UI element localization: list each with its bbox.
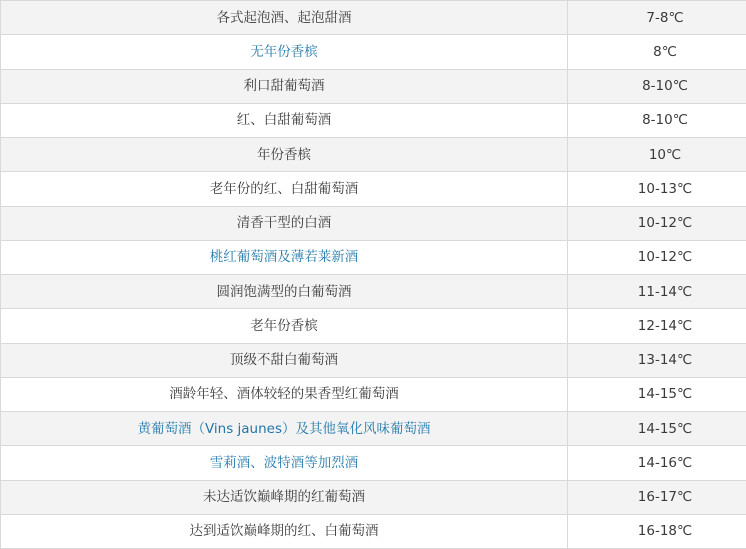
wine-type-label: 老年份香槟 [250,318,318,334]
wine-type-cell [1,206,568,240]
temperature-cell: 16-17℃ [568,480,746,514]
wine-type-cell [1,412,568,446]
temperature-cell: 13-14℃ [568,343,746,377]
temperature-cell: 11-14℃ [568,275,746,309]
wine-type-cell [1,514,568,548]
wine-type-label: 利口甜葡萄酒 [244,78,325,94]
wine-type-cell [1,275,568,309]
table-row [1,1,746,35]
wine-type-cell [1,69,568,103]
wine-type-cell [1,343,568,377]
table-row [1,309,746,343]
wine-type-cell [1,35,568,69]
wine-type-label: 酒龄年轻、酒体较轻的果香型红葡萄酒 [169,386,399,402]
temperature-cell: 14-16℃ [568,446,746,480]
wine-type-cell [1,240,568,274]
wine-type-cell [1,480,568,514]
wine-type-label: 年份香槟 [257,147,311,163]
wine-type-cell [1,172,568,206]
wine-type-cell [1,377,568,411]
temperature-cell: 8-10℃ [568,103,746,137]
table-row [1,138,746,172]
table-row [1,35,746,69]
table-row [1,480,746,514]
wine-type-label: 顶级不甜白葡萄酒 [230,352,338,368]
temperature-cell: 12-14℃ [568,309,746,343]
table-body [1,1,746,549]
temperature-cell: 8℃ [568,35,746,69]
wine-type-label: 圆润饱满型的白葡萄酒 [217,284,352,300]
wine-type-label: 清香干型的白酒 [237,215,332,231]
wine-type-cell [1,309,568,343]
wine-type-cell [1,1,568,35]
temperature-cell: 14-15℃ [568,377,746,411]
wine-type-label: 红、白甜葡萄酒 [237,112,332,128]
temperature-cell: 10℃ [568,138,746,172]
wine-type-cell [1,138,568,172]
table-row [1,514,746,548]
table-row [1,240,746,274]
temperature-cell: 14-15℃ [568,412,746,446]
temperature-cell: 16-18℃ [568,514,746,548]
temperature-cell: 8-10℃ [568,69,746,103]
table-row [1,377,746,411]
table-row [1,412,746,446]
wine-type-label: 未达适饮巅峰期的红葡萄酒 [203,489,365,505]
wine-type-cell [1,446,568,480]
temperature-cell: 10-12℃ [568,240,746,274]
wine-type-link[interactable]: 雪莉酒、波特酒等加烈酒 [210,455,359,471]
table-row [1,206,746,240]
table-row [1,343,746,377]
wine-type-link[interactable]: 无年份香槟 [250,44,318,60]
temperature-cell: 7-8℃ [568,1,746,35]
wine-type-label: 各式起泡酒、起泡甜酒 [217,10,352,26]
wine-type-link[interactable]: 黄葡萄酒（Vins jaunes）及其他氧化风味葡萄酒 [137,421,430,437]
table-row [1,69,746,103]
table-row [1,275,746,309]
wine-type-label: 老年份的红、白甜葡萄酒 [210,181,359,197]
wine-type-cell [1,103,568,137]
wine-type-label: 达到适饮巅峰期的红、白葡萄酒 [190,523,379,539]
wine-type-link[interactable]: 桃红葡萄酒及薄若莱新酒 [210,249,359,265]
table-row [1,103,746,137]
temperature-cell: 10-12℃ [568,206,746,240]
table-row [1,446,746,480]
table-row [1,172,746,206]
temperature-cell: 10-13℃ [568,172,746,206]
